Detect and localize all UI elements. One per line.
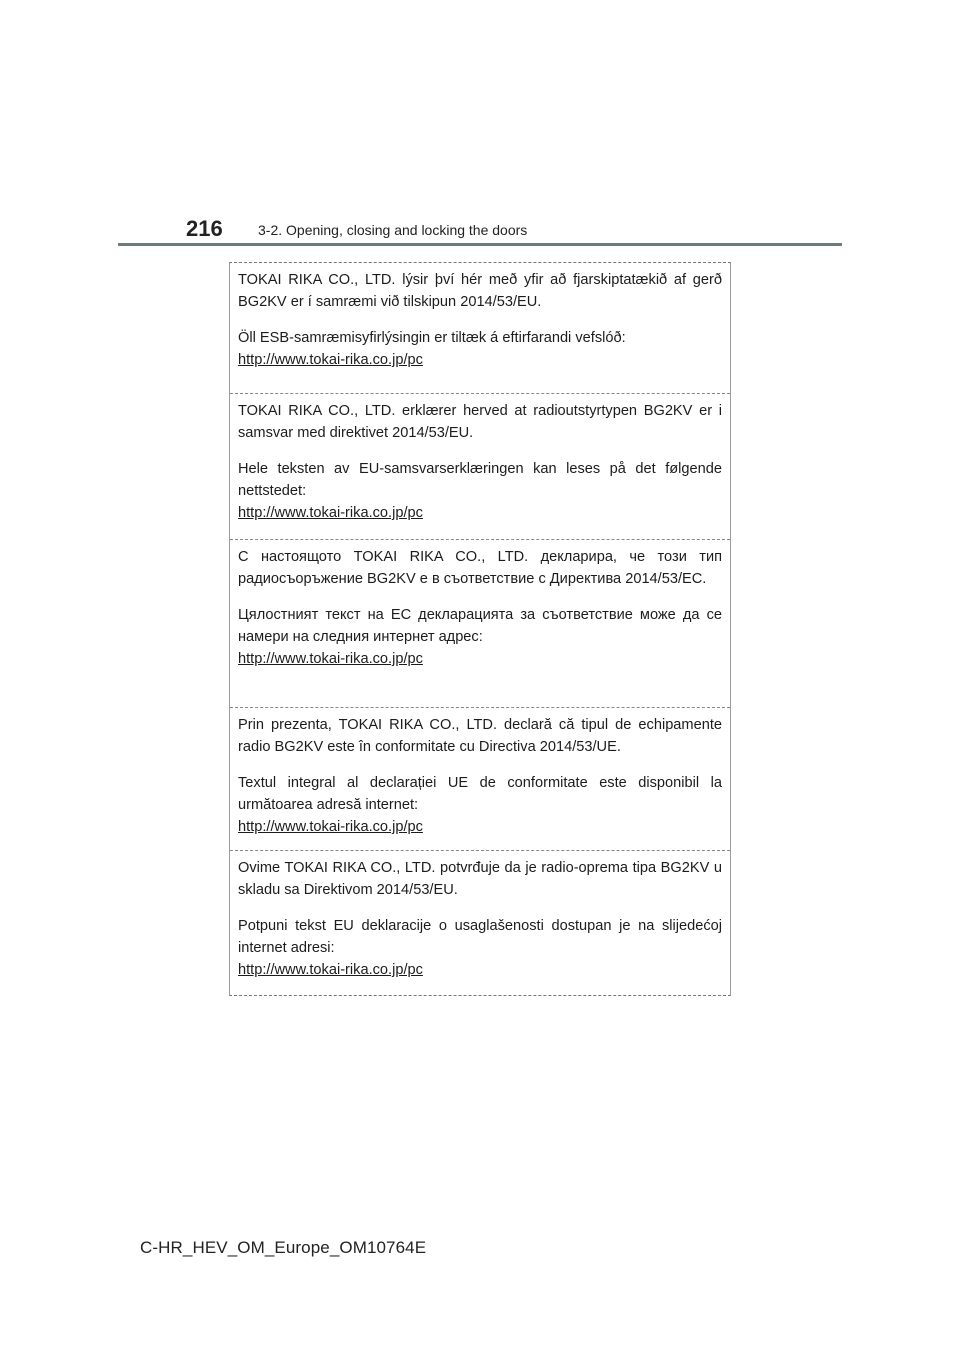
declaration-availability: Öll ESB-samræmisyfirlýsingin er tiltæk á eftirfarandi vefslóð:: [238, 330, 626, 346]
declaration-availability: Цялостният текст на ЕС декларацията за съответствие може да се намери на следния интернет адрес:: [238, 607, 722, 645]
declaration-statement: С настоящото TOKAI RIKA CO., LTD. декларира, че този тип радиосъоръжение BG2KV е в съответствие с Директива 2014/53/ЕС.: [238, 549, 722, 587]
declaration-bulgarian: [230, 540, 730, 708]
declaration-url-link[interactable]: http://www.tokai-rika.co.jp/pc: [238, 819, 423, 835]
document-code: C-HR_HEV_OM_Europe_OM10764E: [140, 1238, 427, 1257]
declaration-availability: Textul integral al declarației UE de conformitate este disponibil la următoarea adresă internet:: [238, 775, 722, 813]
declaration-url-link[interactable]: http://www.tokai-rika.co.jp/pc: [238, 352, 423, 368]
declarations-table: [229, 262, 731, 996]
declaration-statement: TOKAI RIKA CO., LTD. lýsir því hér með yfir að fjarskiptatækið af gerð BG2KV er í samræmi við tilskipun 2014/53/EU.: [238, 272, 722, 310]
page-number: 216: [186, 216, 223, 241]
declaration-romanian: [230, 708, 730, 851]
declaration-url-link[interactable]: http://www.tokai-rika.co.jp/pc: [238, 505, 423, 521]
declaration-statement: TOKAI RIKA CO., LTD. erklærer herved at radioutstyrtypen BG2KV er i samsvar med direktivet 2014/53/EU.: [238, 403, 722, 441]
section-title: 3-2. Opening, closing and locking the doors: [258, 222, 528, 238]
header-divider: [118, 243, 842, 246]
declaration-statement: Prin prezenta, TOKAI RIKA CO., LTD. declară că tipul de echipamente radio BG2KV este în conformitate cu Directiva 2014/53/UE.: [238, 717, 722, 755]
declaration-statement: Ovime TOKAI RIKA CO., LTD. potvrđuje da je radio-oprema tipa BG2KV u skladu sa Direktivom 2014/53/EU.: [238, 860, 722, 898]
declaration-availability: Potpuni tekst EU deklaracije o usaglašenosti dostupan je na slijedećoj internet adresi:: [238, 918, 722, 956]
declaration-croatian: [230, 851, 730, 997]
declaration-availability: Hele teksten av EU-samsvarserklæringen kan leses på det følgende nettstedet:: [238, 461, 722, 499]
declaration-url-link[interactable]: http://www.tokai-rika.co.jp/pc: [238, 962, 423, 978]
declaration-icelandic: [230, 263, 730, 394]
declaration-url-link[interactable]: http://www.tokai-rika.co.jp/pc: [238, 651, 423, 667]
declaration-norwegian: [230, 394, 730, 540]
